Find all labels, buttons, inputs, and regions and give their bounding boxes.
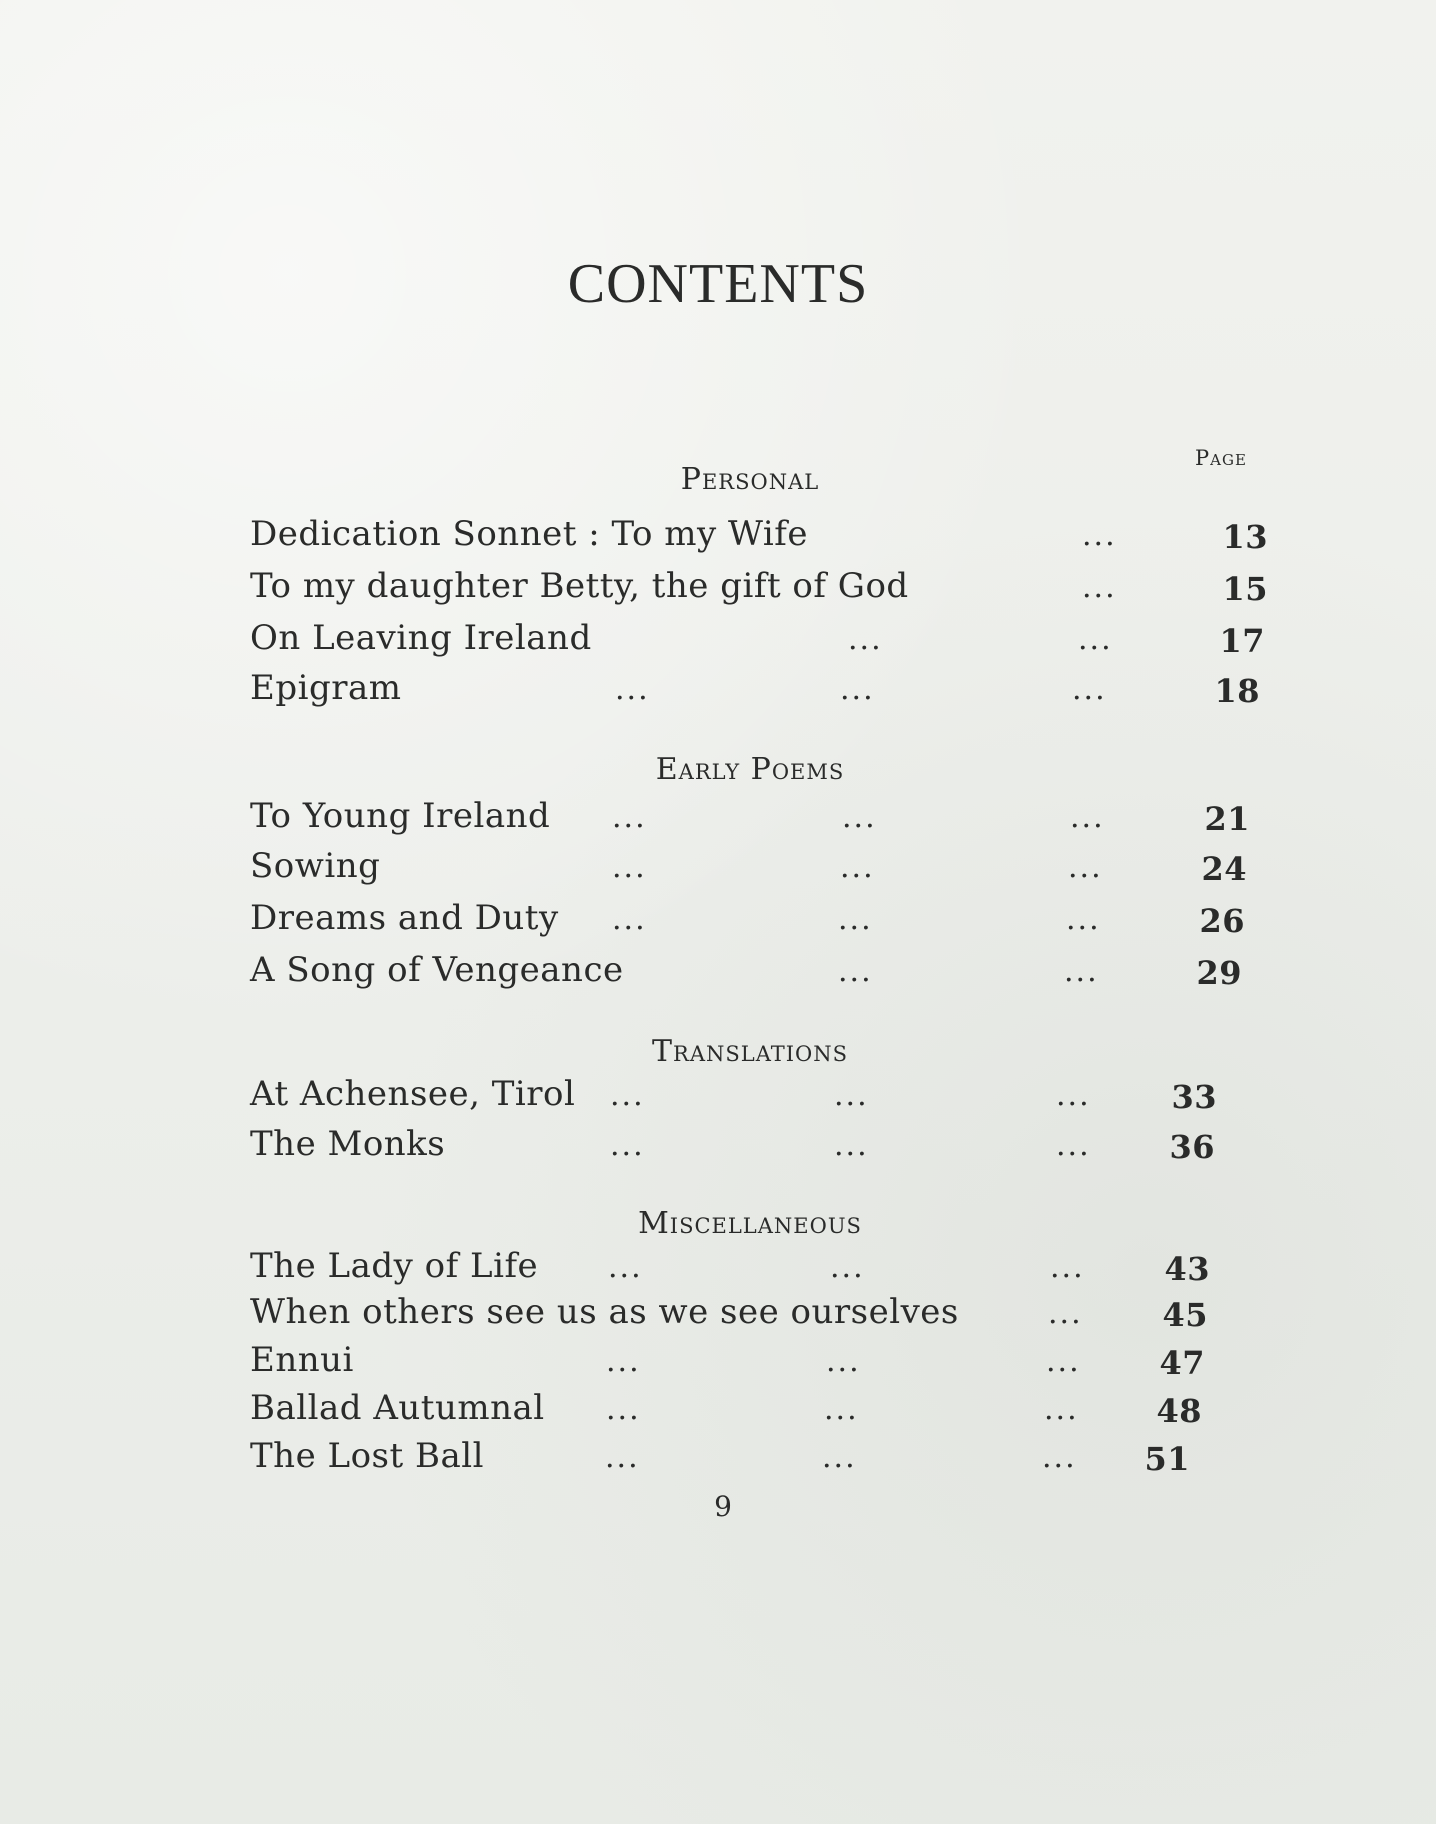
entry-title: To my daughter Betty, the gift of God bbox=[250, 566, 909, 606]
leader-dots: ... bbox=[848, 622, 883, 657]
toc-entry bbox=[250, 514, 1290, 564]
leader-dots: ... bbox=[1042, 1440, 1077, 1475]
section-heading: Personal bbox=[680, 462, 820, 497]
section-heading: Miscellaneous bbox=[638, 1206, 862, 1241]
entry-title: To Young Ireland bbox=[250, 796, 551, 836]
page-number: 24 bbox=[1201, 850, 1247, 888]
page-number: 26 bbox=[1199, 902, 1245, 940]
entry-title: Ennui bbox=[250, 1340, 354, 1380]
entry-title: The Monks bbox=[250, 1124, 446, 1164]
toc-entry bbox=[250, 1074, 1290, 1124]
leader-dots: ... bbox=[826, 1344, 861, 1379]
leader-dots: ... bbox=[830, 1250, 865, 1285]
leader-dots: ... bbox=[1078, 622, 1113, 657]
toc-entry bbox=[250, 1124, 1290, 1174]
leader-dots: ... bbox=[610, 1128, 645, 1163]
page-number: 13 bbox=[1222, 518, 1268, 556]
page-number: 21 bbox=[1204, 800, 1250, 838]
toc-entry bbox=[250, 846, 1290, 896]
toc-entry bbox=[250, 1246, 1290, 1296]
page-number: 17 bbox=[1219, 622, 1265, 660]
page-folio-number: 9 bbox=[714, 1490, 732, 1523]
toc-entry bbox=[250, 1340, 1290, 1390]
leader-dots: ... bbox=[612, 902, 647, 937]
page-number: 29 bbox=[1196, 954, 1242, 992]
leader-dots: ... bbox=[824, 1392, 859, 1427]
toc-entry bbox=[250, 950, 1290, 1000]
leader-dots: ... bbox=[834, 1078, 869, 1113]
leader-dots: ... bbox=[606, 1344, 641, 1379]
page-number: 47 bbox=[1159, 1344, 1205, 1382]
leader-dots: ... bbox=[1056, 1128, 1091, 1163]
toc-entry bbox=[250, 618, 1290, 668]
leader-dots: ... bbox=[1072, 672, 1107, 707]
leader-dots: ... bbox=[605, 1440, 640, 1475]
leader-dots: ... bbox=[1068, 850, 1103, 885]
toc-entry bbox=[250, 668, 1290, 718]
toc-entry bbox=[250, 796, 1290, 846]
leader-dots: ... bbox=[1066, 902, 1101, 937]
page-number: 48 bbox=[1156, 1392, 1202, 1430]
page-number: 43 bbox=[1164, 1250, 1210, 1288]
page-title: CONTENTS bbox=[567, 253, 869, 315]
leader-dots: ... bbox=[838, 902, 873, 937]
entry-title: The Lady of Life bbox=[250, 1246, 539, 1286]
entry-title: Epigram bbox=[250, 668, 402, 708]
entry-title: Ballad Autumnal bbox=[250, 1388, 545, 1428]
leader-dots: ... bbox=[1056, 1078, 1091, 1113]
entry-title: Dedication Sonnet : To my Wife bbox=[250, 514, 808, 554]
toc-entry bbox=[250, 566, 1290, 616]
page-number: 36 bbox=[1169, 1128, 1215, 1166]
leader-dots: ... bbox=[838, 954, 873, 989]
section-heading: Early Poems bbox=[655, 752, 845, 787]
leader-dots: ... bbox=[822, 1440, 857, 1475]
leader-dots: ... bbox=[1046, 1344, 1081, 1379]
entry-title: A Song of Vengeance bbox=[250, 950, 624, 990]
leader-dots: ... bbox=[1044, 1392, 1079, 1427]
leader-dots: ... bbox=[1082, 518, 1117, 553]
toc-entry bbox=[250, 1292, 1290, 1342]
leader-dots: ... bbox=[1064, 954, 1099, 989]
leader-dots: ... bbox=[840, 672, 875, 707]
page-column-label: Page bbox=[1195, 446, 1247, 470]
leader-dots: ... bbox=[1082, 570, 1117, 605]
leader-dots: ... bbox=[1048, 1296, 1083, 1331]
leader-dots: ... bbox=[606, 1392, 641, 1427]
entry-title: Dreams and Duty bbox=[250, 898, 559, 938]
page-number: 33 bbox=[1171, 1078, 1217, 1116]
page-number: 51 bbox=[1144, 1440, 1190, 1478]
page-number: 15 bbox=[1222, 570, 1268, 608]
page-number: 45 bbox=[1162, 1296, 1208, 1334]
leader-dots: ... bbox=[1070, 800, 1105, 835]
leader-dots: ... bbox=[612, 800, 647, 835]
page-number: 18 bbox=[1214, 672, 1260, 710]
entry-title: The Lost Ball bbox=[250, 1436, 484, 1476]
leader-dots: ... bbox=[840, 850, 875, 885]
leader-dots: ... bbox=[610, 1078, 645, 1113]
leader-dots: ... bbox=[834, 1128, 869, 1163]
leader-dots: ... bbox=[1050, 1250, 1085, 1285]
section-heading: Translations bbox=[652, 1034, 848, 1069]
leader-dots: ... bbox=[608, 1250, 643, 1285]
leader-dots: ... bbox=[612, 850, 647, 885]
entry-title: At Achensee, Tirol bbox=[250, 1074, 576, 1114]
toc-entry bbox=[250, 898, 1290, 948]
toc-entry bbox=[250, 1436, 1290, 1486]
leader-dots: ... bbox=[615, 672, 650, 707]
entry-title: Sowing bbox=[250, 846, 381, 886]
entry-title: On Leaving Ireland bbox=[250, 618, 592, 658]
toc-entry bbox=[250, 1388, 1290, 1438]
leader-dots: ... bbox=[842, 800, 877, 835]
entry-title: When others see us as we see ourselves bbox=[250, 1292, 959, 1332]
